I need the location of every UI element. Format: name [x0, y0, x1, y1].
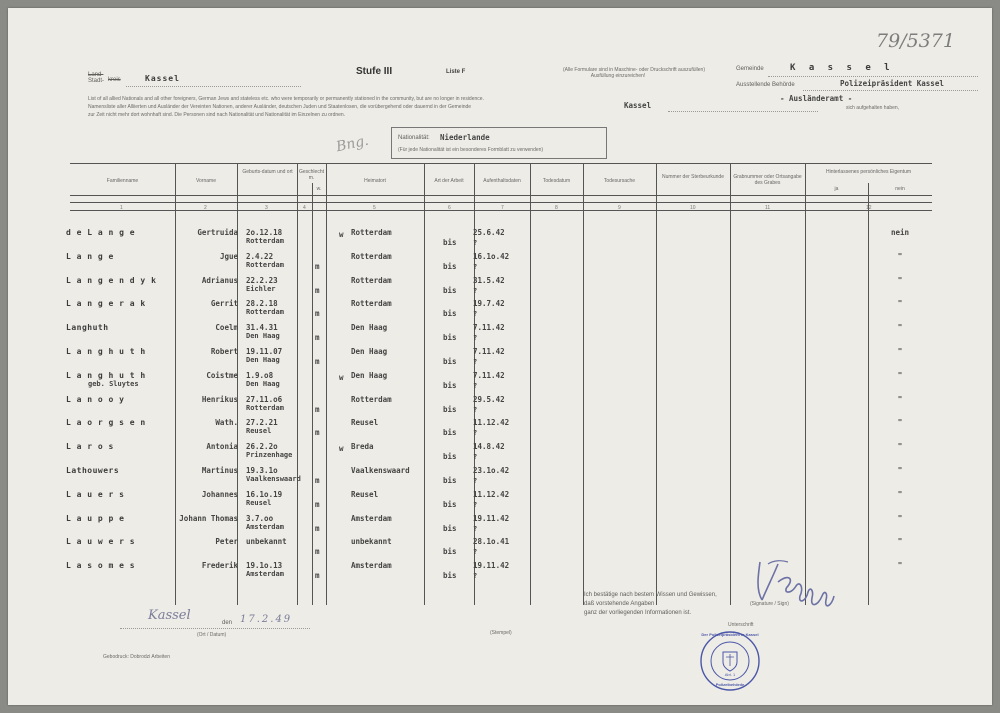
cell-surname2: geb. Sluytes: [88, 379, 139, 388]
cell-home: Rotterdam: [351, 228, 392, 237]
header-note-line1: (Alle Formulare sind in Maschine- oder Druckschrift auszufüllen): [563, 67, 705, 73]
cell-birth-date: 3.7.oo: [246, 513, 274, 523]
intro-line-2: Namensliste aller Alliierten und Ausländer der Vereinten Nationen, anderer Ausländer, deutschen Juden und Staatenlosen, die vorübergehend oder dauernd in der Gemeinde: [88, 104, 472, 110]
cell-work: bis: [443, 261, 457, 271]
cell-stay-from: 19.11.42: [473, 561, 510, 571]
cell-sex-m: m: [315, 285, 320, 295]
cell-stay-to: ?: [473, 548, 478, 557]
cell-birth-place: Den Haag: [246, 332, 280, 341]
col-sep: [175, 163, 176, 605]
list-label: Liste F: [446, 69, 466, 75]
cell-property: ": [897, 561, 903, 571]
cell-birth-place: Den Haag: [246, 356, 280, 364]
cell-property: ": [897, 323, 903, 333]
cell-property: ": [897, 251, 903, 261]
cell-property: ": [897, 537, 903, 547]
footer-stamp-caption: (Stempel): [490, 630, 512, 636]
col-sep: [656, 163, 657, 605]
cell-property: ": [897, 275, 903, 285]
cell-stay-from: 23.1o.42: [473, 466, 510, 475]
cell-surname: Lathouwers: [66, 466, 120, 475]
cell-property: ": [897, 513, 903, 523]
col-sep: [730, 163, 731, 605]
table-number-line: [70, 202, 932, 203]
landkreis-label: [88, 72, 104, 84]
col-header-aufenthalt: Aufenthaltsdaten: [483, 178, 521, 184]
cell-surname: L a n g h u t h: [66, 370, 146, 380]
cell-sex-m: m: [315, 309, 320, 319]
cell-birth-date: 27.2.21: [246, 418, 278, 428]
cell-home: Den Haag: [351, 347, 388, 356]
nationality-box: [391, 127, 607, 159]
cell-home: Vaalkenswaard: [351, 466, 410, 475]
cell-firstname: Henrikus: [201, 394, 238, 404]
footer-declaration: [584, 591, 774, 618]
footer-place-caption: (Ort / Datum): [197, 632, 227, 638]
col-number: 8: [555, 205, 558, 211]
cell-firstname: Coistme: [206, 370, 238, 380]
header-note-line2: Ausfüllung einzureichen!: [590, 73, 646, 79]
cell-birth-place: Prinzenhage: [246, 451, 293, 460]
cell-home: Reusel: [351, 418, 379, 428]
behoerde-value-2: - Ausländeramt -: [780, 94, 853, 103]
cell-firstname: Wath.: [215, 418, 238, 428]
nationality-value: Niederlande: [440, 133, 490, 142]
cell-property: ": [897, 370, 903, 380]
cell-birth-place: Reusel: [246, 498, 272, 507]
landkreis-label-2: Stadt-: [88, 78, 105, 84]
landkreis-label-1: Land-: [88, 72, 104, 78]
cell-firstname: Frederik: [201, 561, 238, 571]
col-header-geschlecht: Geschlecht m.: [298, 169, 324, 181]
cell-firstname: Gerrit: [210, 299, 238, 309]
gemeinde-label: Gemeinde: [736, 66, 764, 72]
col-header-grab: Grabnummer oder Ortsangabe des Grabes: [733, 174, 802, 186]
col-sep: [805, 163, 806, 605]
cell-firstname: Robert: [210, 347, 238, 356]
cell-work: bis: [443, 452, 457, 462]
col-header-nein: nein: [895, 186, 905, 192]
cell-birth-place: Rotterdam: [246, 403, 284, 412]
cell-firstname: Jgue: [219, 251, 238, 261]
cell-birth-place: Amsterdam: [246, 570, 284, 579]
cell-birth-date: 19.3.1o: [246, 466, 278, 475]
declaration-line-1: Ich bestätige nach bestem Wissen und Gewissen,: [584, 592, 717, 598]
cell-birth-date: 1.9.o8: [246, 370, 274, 380]
cell-firstname: Martinus: [201, 466, 238, 475]
cell-work: bis: [443, 404, 457, 414]
col-header-sterbeurkunde: Nummer der Sterbeurkunde: [662, 174, 724, 180]
cell-home: Rotterdam: [351, 251, 392, 261]
cell-work: bis: [443, 380, 457, 390]
cell-work: bis: [443, 309, 457, 319]
col-number: 2: [204, 205, 207, 211]
cell-birth-date: unbekannt: [246, 537, 287, 547]
col-header-todesursache: Todesursache: [603, 178, 636, 184]
col-sep: [326, 163, 327, 605]
cell-stay-to: ?: [473, 477, 478, 485]
col-number: 3: [265, 205, 268, 211]
footer-place: Kassel: [148, 608, 191, 623]
cell-stay-to: ?: [473, 429, 478, 438]
behoerde-label: Ausstellende Behörde: [736, 82, 795, 88]
cell-home: Den Haag: [351, 370, 388, 380]
gemeinde-line: [768, 76, 978, 77]
behoerde-line: [803, 90, 978, 91]
col-number: 7: [501, 205, 504, 211]
cell-stay-to: ?: [473, 310, 478, 319]
cell-stay-to: ?: [473, 334, 478, 343]
footer-date: 17.2.49: [240, 614, 293, 625]
cell-stay-from: 29.5.42: [473, 394, 505, 404]
form-title: Stufe III: [356, 66, 393, 77]
cell-home: Breda: [351, 442, 374, 452]
unterschrift-label: Unterschrift: [728, 622, 754, 628]
cell-birth-place: Rotterdam: [246, 308, 284, 317]
cell-surname: L a n o o y: [66, 394, 125, 404]
nationality-note: (Für jede Nationalität ist ein besonderes Formblatt zu verwenden): [398, 147, 544, 153]
cell-work: bis: [443, 499, 457, 509]
cell-surname: Langhuth: [66, 323, 109, 333]
header-note: [563, 67, 705, 79]
cell-sex-m: m: [315, 261, 320, 271]
cell-birth-place: Vaalkenswaard: [246, 475, 301, 483]
cell-birth-date: 28.2.18: [246, 299, 278, 309]
cell-work: bis: [443, 357, 457, 366]
cell-work: bis: [443, 476, 457, 485]
cell-stay-from: 14.8.42: [473, 442, 505, 452]
col-number: 11: [765, 205, 771, 211]
cell-surname: L a u e r s: [66, 489, 125, 499]
cell-birth-date: 19.11.07: [246, 347, 283, 356]
cell-stay-to: ?: [473, 239, 478, 247]
cell-home: Amsterdam: [351, 513, 392, 523]
col-number: 10: [690, 205, 696, 211]
cell-work: bis: [443, 523, 457, 533]
col-header-weiblich: w.: [316, 186, 322, 192]
cell-firstname: Antonia: [206, 442, 238, 452]
cell-stay-to: ?: [473, 500, 478, 509]
intro-city-line: [668, 111, 818, 112]
cell-birth-place: Rotterdam: [246, 260, 284, 269]
cell-birth-place: Amsterdam: [246, 522, 284, 531]
cell-birth-date: 16.1o.19: [246, 489, 283, 499]
cell-firstname: Peter: [215, 537, 238, 547]
landkreis-line: [126, 86, 301, 87]
cell-stay-from: 11.12.42: [473, 418, 510, 428]
cell-surname: L a u w e r s: [66, 537, 136, 547]
cell-surname: L a r o s: [66, 442, 114, 452]
signature-caption: (Signature / Sign): [750, 601, 789, 607]
cell-work: bis: [443, 238, 457, 247]
declaration-line-2: daß vorstehende Angaben: [584, 601, 655, 607]
seal-sub: Polizeibehörde: [715, 682, 745, 687]
cell-stay-from: 31.5.42: [473, 275, 505, 285]
cell-property: nein: [890, 228, 910, 237]
cell-birth-place: Eichler: [246, 284, 276, 293]
cell-surname: L a u p p e: [66, 513, 125, 523]
cell-stay-from: 7.11.42: [473, 323, 505, 333]
behoerde-value: Polizeipräsident Kassel: [840, 79, 944, 88]
cell-surname: L a s o m e s: [66, 561, 136, 571]
col-header-ja: ja: [834, 186, 839, 192]
cell-property: ": [897, 418, 903, 428]
table-top-line: [70, 163, 932, 164]
cell-sex-m: m: [315, 333, 320, 343]
gemeinde-value: K a s s e l: [790, 63, 894, 73]
pencil-mark: Bng.: [334, 132, 371, 156]
intro-line-3: zur Zeit nicht mehr dort wohnhaft sind. Die Personen sind nach Nationalität und Nationalität im Einzelnen zu ordnen.: [88, 112, 346, 118]
cell-stay-to: ?: [473, 453, 478, 462]
cell-surname: L a n g h u t h: [66, 347, 146, 356]
footer-place-line: [120, 628, 310, 629]
cell-stay-to: ?: [473, 572, 478, 581]
col-header-heimatort: Heimatort: [364, 178, 386, 184]
cell-home: unbekannt: [351, 537, 392, 547]
cell-surname: d e L a n g e: [66, 228, 136, 237]
col-header-vorname: Vorname: [195, 178, 216, 184]
cell-sex-m: m: [315, 547, 320, 557]
footer-printer: Gebodruck: Dobrodzi Arbeiten: [103, 654, 170, 660]
cell-home: Rotterdam: [351, 299, 392, 309]
cell-birth-date: 22.2.23: [246, 275, 278, 285]
cell-firstname: Gertruida: [197, 228, 238, 237]
cell-property: ": [897, 489, 903, 499]
cell-sex-w: w: [339, 372, 344, 382]
col-header-todesdatum: Todesdatum: [542, 178, 571, 184]
intro-line-1: List of all allied Nationals and all other foreigners, German Jews and stateless etc. who were temporarily or permanently stationed in the community, but are no longer in residence.: [88, 96, 484, 102]
cell-birth-date: 19.1o.13: [246, 561, 283, 571]
cell-property: ": [897, 394, 903, 404]
col-number: 5: [373, 205, 376, 211]
cell-work: bis: [443, 428, 457, 438]
cell-sex-m: m: [315, 571, 320, 581]
cell-birth-date: 26.2.2o: [246, 442, 278, 452]
col-sep: [583, 163, 584, 605]
archive-number: 79/5371: [876, 30, 955, 52]
declaration-line-3: ganz der vorliegenden Informationen ist.: [584, 610, 692, 616]
table-header-line: [70, 195, 932, 196]
cell-firstname: Coelm: [215, 323, 238, 333]
cell-sex-w: w: [339, 230, 344, 239]
cell-sex-m: m: [315, 404, 320, 414]
cell-surname: L a n g e: [66, 251, 114, 261]
cell-stay-from: 11.12.42: [473, 489, 510, 499]
col-header-familienname: Familienname: [106, 178, 139, 184]
cell-birth-date: 2.4.22: [246, 251, 274, 261]
footer-date-label: den: [222, 620, 233, 626]
cell-property: ": [897, 466, 903, 475]
cell-birth-date: 27.11.o6: [246, 394, 283, 404]
cell-home: Reusel: [351, 489, 379, 499]
handwritten-signature: [748, 556, 838, 614]
document-page: [8, 8, 992, 705]
cell-firstname: Johannes: [201, 489, 238, 499]
col-sep: [530, 163, 531, 605]
cell-stay-to: ?: [473, 286, 478, 295]
cell-sex-m: m: [315, 523, 320, 533]
cell-stay-to: ?: [473, 358, 478, 366]
col-number: 9: [618, 205, 621, 211]
cell-home: Amsterdam: [351, 561, 392, 571]
seal-center: Abt. 1: [724, 672, 736, 677]
cell-sex-m: m: [315, 476, 320, 485]
cell-home: Rotterdam: [351, 275, 392, 285]
cell-stay-from: 28.1o.41: [473, 537, 510, 547]
cell-property: ": [897, 442, 903, 452]
cell-stay-from: 19.11.42: [473, 513, 510, 523]
cell-birth-place: Den Haag: [246, 379, 280, 388]
official-seal: [699, 630, 761, 692]
cell-birth-place: Rotterdam: [246, 237, 284, 245]
cell-birth-date: 31.4.31: [246, 323, 278, 333]
cell-stay-to: ?: [473, 381, 478, 390]
cell-stay-from: 19.7.42: [473, 299, 505, 309]
col-header-geburt: Geburts-datum und ort: [242, 169, 293, 175]
cell-stay-from: 16.1o.42: [473, 251, 510, 261]
cell-stay-from: 7.11.42: [473, 347, 505, 356]
cell-surname: L a o r g s e n: [66, 418, 146, 428]
cell-sex-w: w: [339, 444, 344, 454]
intro-city: Kassel: [624, 101, 652, 110]
cell-work: bis: [443, 571, 457, 581]
cell-stay-to: ?: [473, 405, 478, 414]
cell-birth-place: Reusel: [246, 427, 272, 436]
cell-surname: L a n g e r a k: [66, 299, 146, 309]
cell-stay-from: 25.6.42: [473, 228, 505, 237]
cell-sex-m: m: [315, 357, 320, 366]
cell-sex-m: m: [315, 428, 320, 438]
cell-home: Den Haag: [351, 323, 388, 333]
col-number: 4: [303, 205, 306, 211]
kreis-label: kreis: [108, 77, 121, 83]
cell-property: ": [897, 299, 903, 309]
col-header-arbeit: Art der Arbeit: [434, 178, 464, 184]
cell-surname: L a n g e n d y k: [66, 275, 157, 285]
col-number: 1: [120, 205, 123, 211]
cell-sex-m: m: [315, 499, 320, 509]
nationality-label: Nationalität:: [398, 135, 430, 141]
cell-work: bis: [443, 285, 457, 295]
col-number: 12: [866, 205, 872, 211]
cell-stay-from: 7.11.42: [473, 370, 505, 380]
cell-stay-to: ?: [473, 262, 478, 271]
col-number: 6: [448, 205, 451, 211]
cell-work: bis: [443, 333, 457, 343]
cell-home: Rotterdam: [351, 394, 392, 404]
cell-work: bis: [443, 547, 457, 557]
cell-stay-to: ?: [473, 524, 478, 533]
seal-text: Der Polizeipräsident in Kassel: [701, 632, 759, 637]
col-header-eigentum: Hinterlassenes persönliches Eigentum: [825, 169, 912, 175]
cell-birth-date: 2o.12.18: [246, 228, 283, 237]
cell-firstname: Adrianus: [201, 275, 238, 285]
intro-right: sich aufgehalten haben,: [846, 105, 900, 111]
cell-property: ": [897, 347, 903, 356]
cell-firstname: Johann Thomas: [179, 513, 238, 523]
landkreis-value: Kassel: [145, 74, 180, 83]
